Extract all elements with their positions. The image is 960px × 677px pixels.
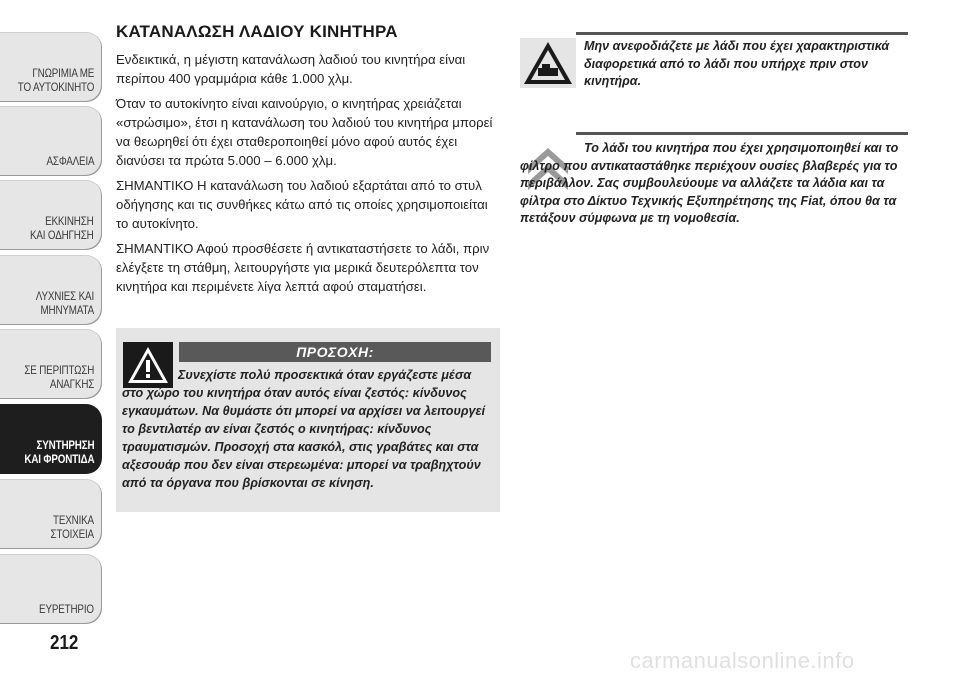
tab-warning-lights[interactable] <box>0 255 102 325</box>
divider <box>576 32 908 35</box>
watermark: carmanualsonline.info <box>630 648 855 673</box>
tab-index[interactable] <box>0 554 102 624</box>
warning-box <box>116 328 500 512</box>
tab-label: ΕΥΡΕΤΗΡΙΟ <box>39 602 94 616</box>
tab-label: ΓΝΩΡΙΜΙΑ ΜΕ ΤΟ ΑΥΤΟΚΙΝΗΤΟ <box>17 66 94 94</box>
tab-maintenance[interactable] <box>0 404 102 474</box>
note-text: Μην ανεφοδιάζετε με λάδι που έχει χαρακτηριστικά διαφορετικά από το λάδι που υπήρχε πριν στον κινητήρα. <box>584 39 890 88</box>
tab-emergency[interactable] <box>0 329 102 399</box>
tab-safety[interactable] <box>0 106 102 176</box>
warning-text: Συνεχίστε πολύ προσεκτικά όταν εργάζεστε μέσα στο χώρο του κινητήρα όταν αυτός είναι ζεστός: κίνδυνος εγκαυμάτων. Να θυμάστε ότι μπορεί να αρχίσει να λειτουργεί το βεντιλατέρ αν είναι ζεστός ο κινητήρας: κίνδυνος τραυματισμών. Προσοχή στα κασκόλ, στις γραβάτες και στα αξεσουάρ που δεν είναι στερεωμένα: μπορεί να τραβηχτούν από τα όργανα που βρίσκονται σε κίνηση. <box>122 368 486 490</box>
tab-label: ΑΣΦΑΛΕΙΑ <box>46 154 94 168</box>
note-oil-type <box>520 38 908 91</box>
tab-label: ΛΥΧΝΙΕΣ ΚΑΙ ΜΗΝΥΜΑΤΑ <box>35 289 94 317</box>
tab-label: ΕΚΚΙΝΗΣΗ ΚΑΙ ΟΔΗΓΗΣΗ <box>30 214 94 242</box>
note-text: Το λάδι του κινητήρα που έχει χρησιμοποιηθεί και το φίλτρο που αντικαταστάθηκε περιέχουν ουσίες βλαβερές για το περιβάλλον. Σας συμβουλεύουμε να αλλάζετε τα λάδια και τα φίλτρα στο Δίκτυο Τεχνικής Εξυπηρέτησης της Fiat, όπου θα τα πετάξουν σύμφωνα με τη νομοθεσία. <box>520 141 899 225</box>
section-title: ΚΑΤΑΝΑΛΩΣΗ ΛΑΔΙΟΥ ΚΙΝΗΤΗΡΑ <box>116 22 398 41</box>
chapter-tabs <box>0 0 104 677</box>
main-column <box>116 22 502 302</box>
paragraph: ΣΗΜΑΝΤΙΚΟ Αφού προσθέσετε ή αντικαταστήσετε το λάδι, πριν ελέγξετε τη στάθμη, λειτουργήστε για μερικά δευτερόλεπτα τον κινητήρα και περιμένετε λίγα λεπτά αφού σταματήσει. <box>116 241 490 294</box>
note-environment-body <box>520 140 908 228</box>
tab-label: ΣΥΝΤΗΡΗΣΗ ΚΑΙ ΦΡΟΝΤΙΔΑ <box>23 438 94 466</box>
page-number: 212 <box>50 632 79 654</box>
tab-label: ΤΕΧΝΙΚΑ ΣΤΟΙΧΕΙΑ <box>50 513 94 541</box>
paragraph: ΣΗΜΑΝΤΙΚΟ Η κατανάλωση του λαδιού εξαρτάται από το στυλ οδήγησης και τις συνθήκες κάτω από τις οποίες χρησιμοποιείται το αυτοκίνητο. <box>116 178 488 231</box>
warning-heading: ΠΡΟΣΟΧΗ: <box>179 342 491 362</box>
paragraph: Όταν το αυτοκίνητο είναι καινούργιο, ο κινητήρας χρειάζεται «στρώσιμο», έτσι η κατανάλωση του λαδιού του κινητήρα μπορεί να θεωρηθεί ότι έχει σταθεροποιηθεί μόνο αφού αυτός έχει διανύσει τα πρώτα 5.000 – 6.000 χλμ. <box>116 96 493 168</box>
divider <box>576 132 908 135</box>
tab-label: ΣΕ ΠΕΡΙΠΤΩΣΗ ΑΝΑΓΚΗΣ <box>24 363 94 391</box>
tab-getting-to-know[interactable] <box>0 32 102 102</box>
tab-technical-data[interactable] <box>0 479 102 549</box>
engine-warning-icon <box>520 38 576 88</box>
tab-starting-driving[interactable] <box>0 180 102 250</box>
paragraph: Ενδεικτικά, η μέγιστη κατανάλωση λαδιού του κινητήρα είναι περίπου 400 γραμμάρια κάθε 1.000 χλμ. <box>116 52 466 86</box>
